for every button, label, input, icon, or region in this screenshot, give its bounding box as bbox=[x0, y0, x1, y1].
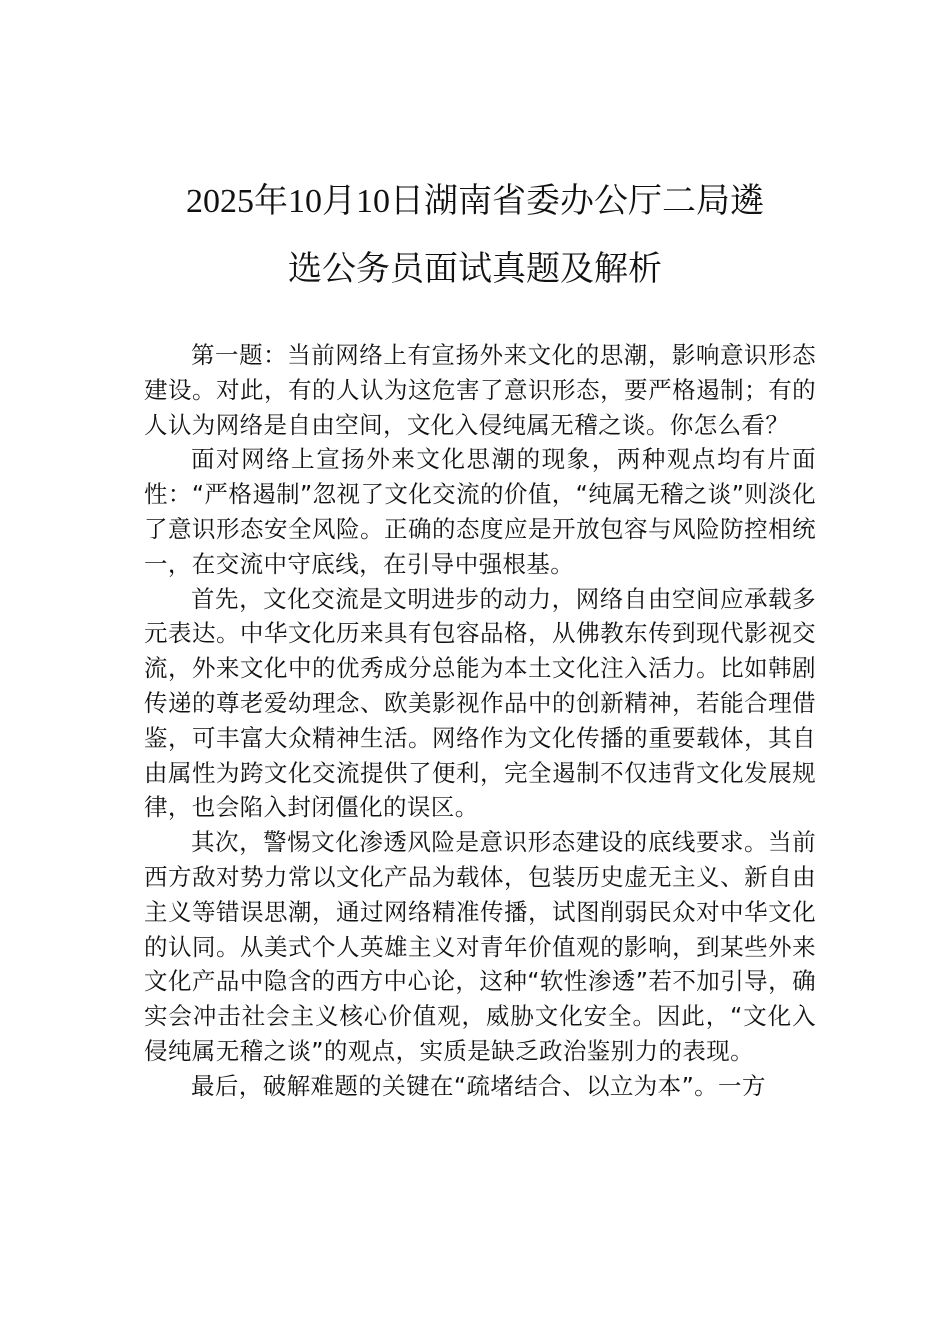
title-line-2: 选公务员面试真题及解析 bbox=[288, 251, 662, 288]
answer-paragraph-second: 其次，警惕文化渗透风险是意识形态建设的底线要求。当前西方敌对势力常以文化产品为载体，包装历史虚无主义、新自由主义等错误思潮，通过网络精准传播，试图削弱民众对中华文化的认同。从美式个人英雄主义对青年价值观的影响，到某些外来文化产品中隐含的西方中心论，这种“软性渗透”若不加引导，确实会冲击社会主义核心价值观，威胁文化安全。因此，“文化入侵纯属无稽之谈”的观点，实质是缺乏政治鉴别力的表现。 bbox=[144, 828, 816, 1065]
question-paragraph: 第一题：当前网络上有宣扬外来文化的思潮，影响意识形态建设。对此，有的人认为这危害了意识形态，要严格遏制；有的人认为网络是自由空间，文化入侵纯属无稽之谈。你怎么看？ bbox=[144, 341, 816, 439]
answer-paragraph-first: 首先，文化交流是文明进步的动力，网络自由空间应承载多元表达。中华文化历来具有包容品格，从佛教东传到现代影视交流，外来文化中的优秀成分总能为本土文化注入活力。比如韩剧传递的尊老爱幼理念、欧美影视作品中的创新精神，若能合理借鉴，可丰富大众精神生活。网络作为文化传播的重要载体，其自由属性为跨文化交流提供了便利，完全遏制不仅违背文化发展规律，也会陷入封闭僵化的误区。 bbox=[144, 584, 816, 822]
document-body bbox=[144, 338, 816, 1104]
title-line-1: 2025年10月10日湖南省委办公厅二局遴 bbox=[186, 183, 764, 220]
document-title bbox=[120, 168, 830, 304]
answer-paragraph-last: 最后，破解难题的关键在“疏堵结合、以立为本”。一方 bbox=[191, 1071, 766, 1100]
answer-paragraph-intro: 面对网络上宣扬外来文化思潮的现象，两种观点均有片面性：“严格遏制”忽视了文化交流的价值，“纯属无稽之谈”则淡化了意识形态安全风险。正确的态度应是开放包容与风险防控相统一，在交流中守底线，在引导中强根基。 bbox=[144, 445, 816, 578]
